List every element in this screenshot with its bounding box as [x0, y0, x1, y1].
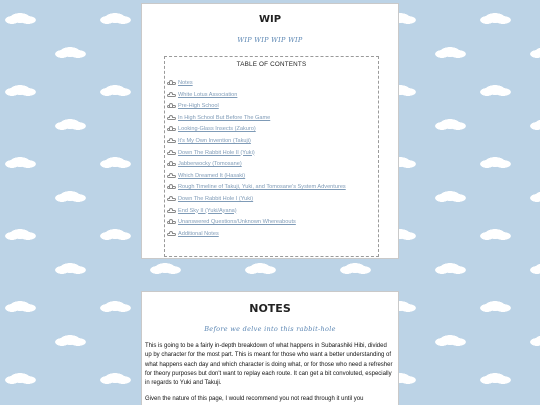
toc-item-pre-high-school — [167, 102, 374, 111]
toc-link-own-invention[interactable]: It's My Own Invention (Takuji) — [178, 137, 251, 144]
toc-link-unanswered[interactable]: Unanswered Questions/Unknown Whereabouts — [178, 219, 296, 226]
toc-item-rough-timeline — [167, 183, 374, 192]
toc-item-which-dreamed — [167, 172, 374, 181]
wip-title: WIP — [258, 14, 282, 25]
cloud-icon — [167, 208, 176, 213]
notes-body — [145, 342, 394, 405]
toc-heading: TABLE OF CONTENTS — [236, 61, 307, 68]
table-of-contents — [164, 56, 379, 257]
toc-item-end-sky — [167, 207, 374, 216]
toc-link-notes[interactable]: Notes — [178, 80, 193, 86]
toc-item-rabbit-hole-2 — [167, 149, 374, 158]
cloud-icon — [167, 173, 176, 178]
toc-link-end-sky[interactable]: End Sky II (Yuki/Ayana) — [178, 207, 237, 214]
toc-item-own-invention — [167, 137, 374, 146]
wip-card — [141, 3, 399, 259]
toc-link-which-dreamed[interactable]: Which Dreamed It (Hasaki) — [178, 172, 246, 179]
cloud-icon — [167, 103, 176, 108]
toc-link-jabberwocky[interactable]: Jabberwocky (Tomosane) — [178, 161, 242, 168]
cloud-icon — [167, 184, 176, 189]
notes-subtitle: Before we delve into this rabbit-hole — [204, 325, 336, 333]
toc-item-white-lotus — [167, 91, 374, 100]
notes-card — [141, 291, 399, 405]
toc-link-looking-glass[interactable]: Looking-Glass Insects (Zakuro) — [178, 126, 256, 133]
toc-link-rabbit-hole-1[interactable]: Down The Rabbit Hole I (Yuki) — [178, 195, 254, 202]
toc-link-pre-high-school[interactable]: Pre-High School — [178, 103, 219, 110]
cloud-icon — [167, 80, 176, 85]
toc-link-in-high-school[interactable]: In High School But Before The Game — [178, 114, 271, 121]
cloud-icon — [167, 138, 176, 143]
toc-link-rough-timeline[interactable]: Rough Timeline of Takuji, Yuki, and Tomosane's System Adventures — [178, 184, 346, 191]
cloud-icon — [167, 92, 176, 97]
notes-paragraph: Given the nature of this page, I would recommend you not read through it until you — [145, 396, 364, 403]
toc-item-in-high-school — [167, 114, 374, 123]
cloud-icon — [167, 219, 176, 224]
toc-link-white-lotus[interactable]: White Lotus Association — [178, 91, 238, 98]
toc-item-jabberwocky — [167, 160, 374, 169]
toc-item-notes — [167, 79, 374, 88]
toc-item-additional-notes — [167, 230, 374, 239]
notes-paragraph: This is going to be a fairly in-depth breakdown of what happens in Subarashiki Hibi, divided up by character for the most part. This is meant for those who want a better understanding of what happens each day and which character is doing what, or for those who need a refresher for theory purposes but don't want to replay each route. It can get a bit convoluted, especially in regards to Yuki and Takuji. — [145, 343, 393, 387]
wip-subtitle: WIP WIP WIP WIP — [237, 36, 303, 44]
cloud-icon — [167, 126, 176, 131]
cloud-icon — [167, 150, 176, 155]
cloud-icon — [167, 231, 176, 236]
cloud-icon — [167, 196, 176, 201]
toc-item-looking-glass — [167, 125, 374, 134]
cloud-icon — [167, 161, 176, 166]
toc-link-additional-notes[interactable]: Additional Notes — [178, 230, 219, 237]
toc-item-unanswered — [167, 218, 374, 227]
cloud-icon — [167, 115, 176, 120]
notes-title: NOTES — [249, 302, 291, 315]
toc-list — [165, 79, 378, 238]
toc-item-rabbit-hole-1 — [167, 195, 374, 204]
toc-link-rabbit-hole-2[interactable]: Down The Rabbit Hole II (Yuki) — [178, 149, 255, 156]
